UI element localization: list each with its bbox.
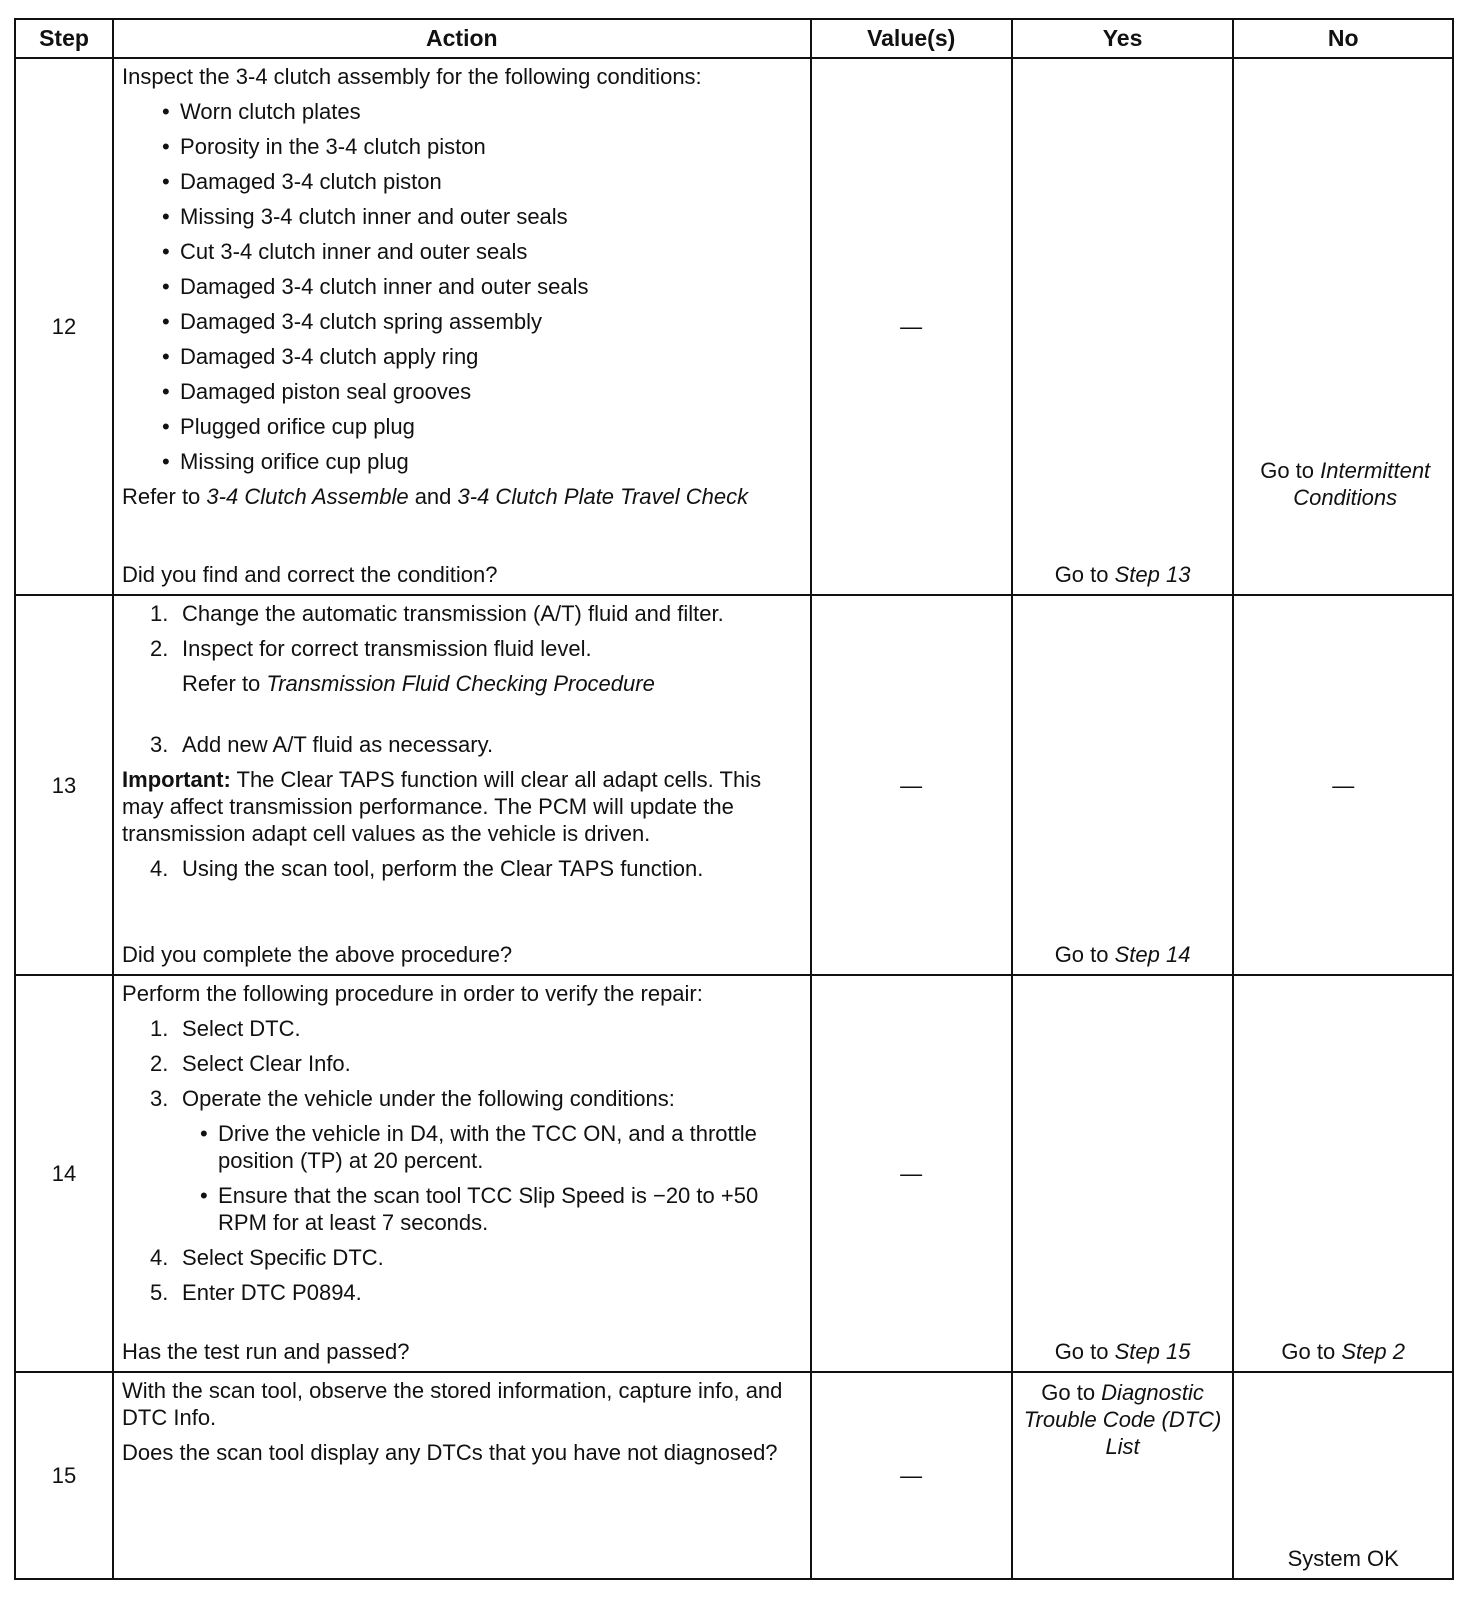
item-number: 1. xyxy=(150,601,169,626)
refer-note xyxy=(122,670,802,697)
goto-link-step-14[interactable]: Step 14 xyxy=(1114,942,1191,967)
action-question: Did you complete the above procedure? xyxy=(122,942,513,967)
action-question: Has the test run and passed? xyxy=(122,1339,410,1364)
list-item: • Damaged 3-4 clutch inner and outer seals xyxy=(122,273,802,300)
goto-link-step-13[interactable]: Step 13 xyxy=(1114,562,1191,587)
item-number: 2. xyxy=(150,636,169,661)
no-result: System OK xyxy=(1287,1546,1399,1571)
list-item: • Plugged orifice cup plug xyxy=(122,413,802,440)
table-row-step-14 xyxy=(15,975,1453,1372)
action-text: With the scan tool, observe the stored information, capture info, and DTC Info. xyxy=(122,1378,783,1430)
action-cell xyxy=(113,975,811,1372)
important-note xyxy=(122,766,802,847)
refer-link[interactable]: 3-4 Clutch Plate Travel Check xyxy=(457,484,749,509)
no-goto xyxy=(1242,457,1448,511)
item-number: 1. xyxy=(150,1016,169,1041)
goto-prefix: Go to xyxy=(1041,1380,1102,1405)
goto-prefix: Go to xyxy=(1281,1339,1342,1364)
value-cell: — xyxy=(811,975,1012,1372)
goto-link-step-15[interactable]: Step 15 xyxy=(1114,1339,1191,1364)
list-item xyxy=(122,600,802,627)
item-text: Select DTC. xyxy=(182,1016,301,1041)
refer-prefix: Refer to xyxy=(122,484,207,509)
step-number: 15 xyxy=(15,1372,113,1579)
item-text: Select Specific DTC. xyxy=(182,1245,384,1270)
list-item: • Damaged 3-4 clutch apply ring xyxy=(122,343,802,370)
item-number: 4. xyxy=(150,856,169,881)
refer-note xyxy=(122,483,802,510)
list-item: • Porosity in the 3-4 clutch piston xyxy=(122,133,802,160)
step-number: 12 xyxy=(15,58,113,595)
header-action: Action xyxy=(113,19,811,58)
item-text: Operate the vehicle under the following conditions: xyxy=(182,1086,675,1111)
goto-link-intermittent-conditions[interactable]: Intermittent Conditions xyxy=(1293,458,1431,510)
no-goto xyxy=(1234,1338,1452,1365)
list-item: • Missing orifice cup plug xyxy=(122,448,802,475)
goto-link-dtc-list[interactable]: Diagnostic Trouble Code (DTC) List xyxy=(1023,1380,1222,1459)
list-item: • Cut 3-4 clutch inner and outer seals xyxy=(122,238,802,265)
item-text: Change the automatic transmission (A/T) fluid and filter. xyxy=(182,601,724,626)
step-number: 13 xyxy=(15,595,113,975)
goto-link-step-2[interactable]: Step 2 xyxy=(1341,1339,1405,1364)
action-cell xyxy=(113,1372,811,1579)
table-row-step-13 xyxy=(15,595,1453,975)
action-intro: Inspect the 3-4 clutch assembly for the following conditions: xyxy=(122,64,702,89)
no-cell xyxy=(1233,58,1453,595)
goto-prefix: Go to xyxy=(1260,458,1321,483)
list-item xyxy=(122,855,802,882)
yes-goto xyxy=(1013,941,1233,968)
yes-goto xyxy=(1013,561,1233,588)
header-row xyxy=(15,19,1453,58)
no-cell xyxy=(1233,1372,1453,1579)
sub-list-item: • Drive the vehicle in D4, with the TCC ON, and a throttle position (TP) at 20 percent. xyxy=(122,1120,802,1174)
header-yes: Yes xyxy=(1012,19,1234,58)
table-row-step-12 xyxy=(15,58,1453,595)
list-item xyxy=(122,1085,802,1112)
table-row-step-15 xyxy=(15,1372,1453,1579)
important-label: Important: xyxy=(122,767,231,792)
list-item xyxy=(122,1015,802,1042)
list-item xyxy=(122,1279,802,1306)
goto-prefix: Go to xyxy=(1054,1339,1115,1364)
list-item: • Damaged 3-4 clutch piston xyxy=(122,168,802,195)
yes-cell xyxy=(1012,1372,1234,1579)
refer-link[interactable]: Transmission Fluid Checking Procedure xyxy=(266,671,655,696)
header-no: No xyxy=(1233,19,1453,58)
action-question: Did you find and correct the condition? xyxy=(122,562,498,587)
list-item: • Missing 3-4 clutch inner and outer seals xyxy=(122,203,802,230)
value-cell: — xyxy=(811,595,1012,975)
list-item xyxy=(122,1244,802,1271)
yes-goto xyxy=(1013,1338,1233,1365)
item-text: Using the scan tool, perform the Clear TAPS function. xyxy=(182,856,704,881)
important-text: The Clear TAPS function will clear all adapt cells. This may affect transmission performance. The PCM will update the transmission adapt cell values as the vehicle is driven. xyxy=(122,767,762,846)
refer-prefix: Refer to xyxy=(182,671,267,696)
list-item xyxy=(122,731,802,758)
list-item xyxy=(122,635,802,662)
goto-prefix: Go to xyxy=(1054,942,1115,967)
item-number: 3. xyxy=(150,1086,169,1111)
item-text: Select Clear Info. xyxy=(182,1051,351,1076)
refer-and: and xyxy=(408,484,458,509)
list-item: • Worn clutch plates xyxy=(122,98,802,125)
list-item xyxy=(122,1050,802,1077)
yes-cell xyxy=(1012,975,1234,1372)
yes-cell xyxy=(1012,58,1234,595)
header-values: Value(s) xyxy=(811,19,1012,58)
action-cell xyxy=(113,58,811,595)
no-cell xyxy=(1233,975,1453,1372)
item-text: Add new A/T fluid as necessary. xyxy=(182,732,494,757)
sub-list-item: • Ensure that the scan tool TCC Slip Speed is −20 to +50 RPM for at least 7 seconds. xyxy=(122,1182,802,1236)
item-text: Enter DTC P0894. xyxy=(182,1280,362,1305)
value-cell: — xyxy=(811,1372,1012,1579)
yes-goto xyxy=(1017,1379,1229,1460)
item-number: 3. xyxy=(150,732,169,757)
list-item: • Damaged piston seal grooves xyxy=(122,378,802,405)
goto-prefix: Go to xyxy=(1054,562,1115,587)
action-cell xyxy=(113,595,811,975)
value-cell: — xyxy=(811,58,1012,595)
item-number: 2. xyxy=(150,1051,169,1076)
action-question: Does the scan tool display any DTCs that you have not diagnosed? xyxy=(122,1440,778,1465)
no-cell: — xyxy=(1233,595,1453,975)
step-number: 14 xyxy=(15,975,113,1372)
item-number: 5. xyxy=(150,1280,169,1305)
item-text: Inspect for correct transmission fluid level. xyxy=(182,636,592,661)
list-item: • Damaged 3-4 clutch spring assembly xyxy=(122,308,802,335)
action-intro: Perform the following procedure in order to verify the repair: xyxy=(122,981,703,1006)
refer-link[interactable]: 3-4 Clutch Assemble xyxy=(206,484,409,509)
item-number: 4. xyxy=(150,1245,169,1270)
yes-cell xyxy=(1012,595,1234,975)
header-step: Step xyxy=(15,19,113,58)
diagnostic-table xyxy=(14,18,1454,1580)
